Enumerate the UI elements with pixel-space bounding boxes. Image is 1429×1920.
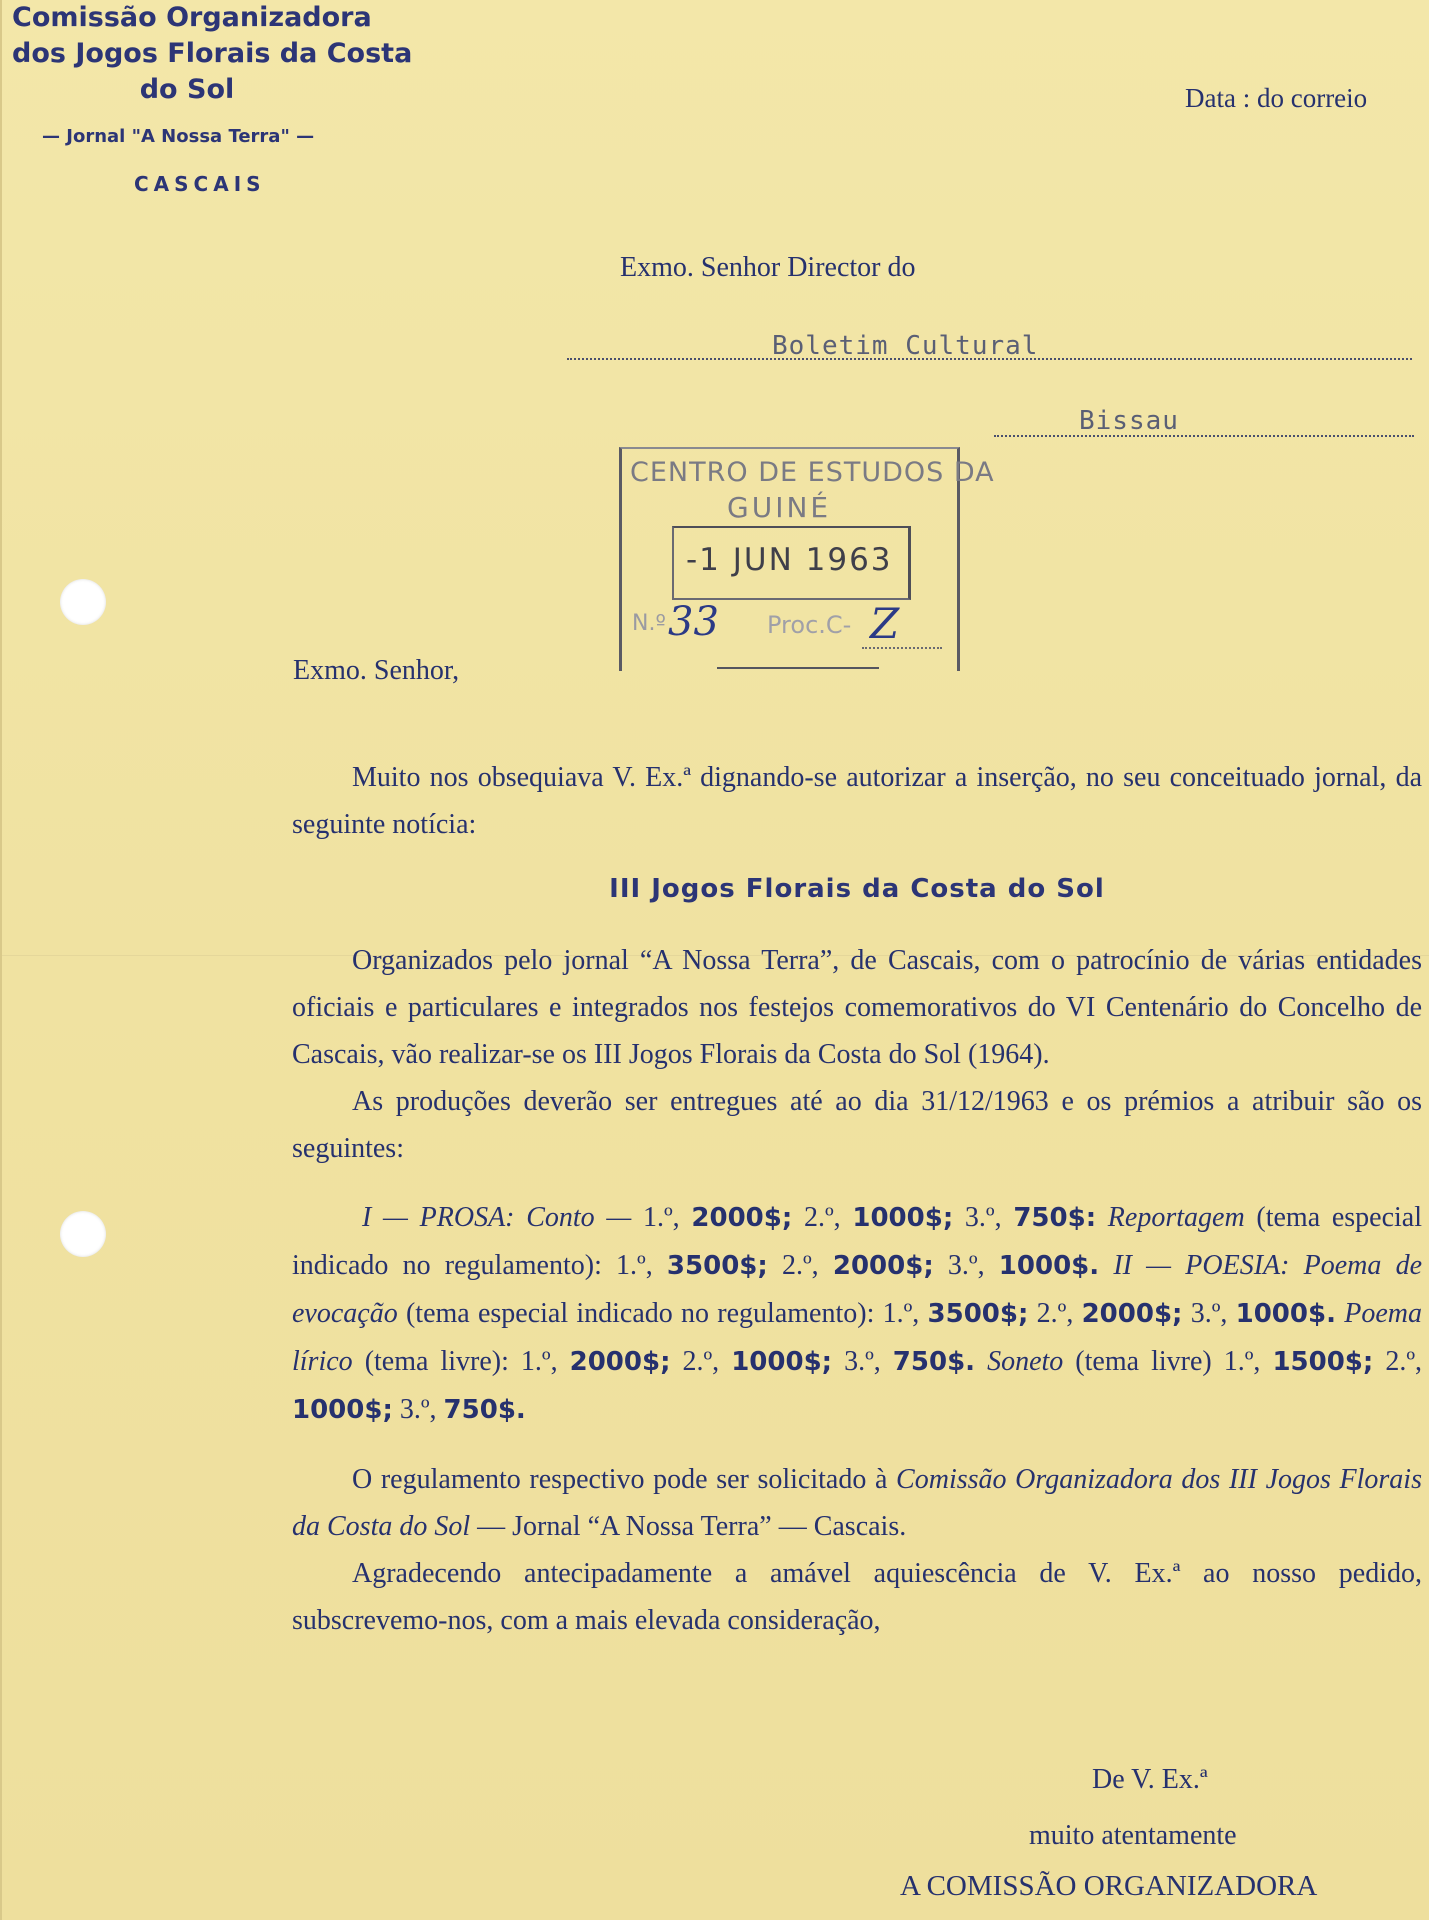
- letterhead-line-1: Comissão Organizadora: [12, 2, 372, 33]
- prize-value: 2000$;: [691, 1203, 793, 1233]
- letterhead-city: CASCAIS: [134, 172, 266, 196]
- prize-label: 3.º,: [1182, 1298, 1236, 1329]
- address-line-1: Exmo. Senhor Director do: [620, 252, 916, 283]
- prize-description: (tema livre): 1.º,: [352, 1346, 570, 1377]
- stamp-proc-handwritten: Z: [870, 599, 900, 648]
- paragraph-agradecendo: Agradecendo antecipadamente a amável aquiescência de V. Ex.ª ao nosso pedido, subscrevemo-nos, com a mais elevada consideração,: [292, 1558, 1422, 1636]
- prize-value: 750$:: [1013, 1203, 1097, 1233]
- prize-label: 2.º,: [670, 1346, 732, 1377]
- stamp-number-label: N.º: [632, 611, 666, 636]
- prize-value: 3500$;: [666, 1251, 768, 1281]
- punch-hole-lower: [60, 1211, 106, 1257]
- regulamento-commission: Comissão Organizadora dos III Jogos Florais da Costa do Sol: [292, 1464, 1422, 1542]
- prize-value: 1500$;: [1272, 1347, 1374, 1377]
- salutation: Exmo. Senhor,: [293, 655, 460, 686]
- prize-label: 2.º,: [1028, 1298, 1082, 1329]
- letterhead-journal: — Jornal "A Nossa Terra" —: [42, 126, 315, 147]
- prizes-paragraph: [292, 1194, 1422, 1434]
- closing-signature: A COMISSÃO ORGANIZADORA: [900, 1870, 1318, 1902]
- soneto-heading: Soneto: [975, 1346, 1064, 1377]
- punch-hole-upper: [60, 579, 106, 625]
- prize-value: 750$.: [892, 1347, 976, 1377]
- prize-label: 3.º,: [392, 1394, 444, 1425]
- prize-value: 750$.: [443, 1395, 526, 1425]
- prize-label: 3.º,: [832, 1346, 893, 1377]
- address-publication: Boletim Cultural: [772, 331, 1039, 361]
- prize-value: 2000$;: [832, 1251, 934, 1281]
- prize-value: 3500$;: [927, 1299, 1029, 1329]
- prize-description: (tema especial indicado no regulamento): 1.º,: [397, 1298, 928, 1329]
- intro-paragraph: Muito nos obsequiava V. Ex.ª dignando-se autorizar a inserção, no seu conceituado jornal, da seguinte notícia:: [292, 762, 1422, 840]
- prize-label: 3.º,: [953, 1202, 1014, 1233]
- stamp-date: -1 JUN 1963: [686, 542, 893, 578]
- address-location-underline: [994, 435, 1414, 437]
- prize-value: 1000$.: [998, 1251, 1100, 1281]
- notice-title: III Jogos Florais da Costa do Sol: [609, 874, 1105, 904]
- stamp-institution: CENTRO DE ESTUDOS DA: [630, 457, 995, 488]
- stamp-bottom-edge: [717, 667, 879, 669]
- prosa-heading: I — PROSA: Conto —: [362, 1202, 632, 1233]
- letterhead: [12, 0, 412, 196]
- prize-value: 2000$;: [1081, 1299, 1183, 1329]
- stamp-date-box: [672, 526, 911, 600]
- prize-value: 1000$;: [852, 1203, 954, 1233]
- closing-line-2: muito atentamente: [1029, 1820, 1237, 1851]
- prize-description: (tema livre) 1.º,: [1063, 1346, 1273, 1377]
- prize-value: 1000$;: [731, 1347, 833, 1377]
- address-location: Bissau: [1079, 406, 1179, 436]
- regulamento-address: — Jornal “A Nossa Terra” — Cascais.: [470, 1511, 907, 1542]
- poema-lirico-heading: Poema lírico: [292, 1298, 1422, 1377]
- reportagem-heading: Reportagem: [1096, 1202, 1245, 1233]
- stamp-institution-guine: GUINÉ: [727, 491, 832, 524]
- prize-label: 3.º,: [933, 1250, 999, 1281]
- prize-description: (tema especial indicado no regulamento): 1.º,: [292, 1202, 1422, 1281]
- prize-value: 1000$;: [292, 1395, 393, 1425]
- reception-stamp: [619, 447, 995, 671]
- prize-label: 2.º,: [1373, 1346, 1423, 1377]
- paragraph-producoes: As produções deverão ser entregues até ao dia 31/12/1963 e os prémios a atribuir são os seguintes:: [292, 1086, 1422, 1164]
- prize-label: 2.º,: [792, 1202, 853, 1233]
- stamp-dotted-line: [862, 647, 942, 649]
- stamp-number-handwritten: 33: [668, 599, 719, 645]
- letterhead-line-2: dos Jogos Florais da Costa: [12, 38, 413, 69]
- date-line: Data : do correio: [1185, 83, 1368, 113]
- prize-value: 1000$.: [1235, 1299, 1336, 1329]
- poesia-heading: II — POESIA: Poema de evocação: [292, 1250, 1423, 1329]
- paragraph-organizados: Organizados pelo jornal “A Nossa Terra”, de Cascais, com o patrocínio de várias entidades oficiais e particulares e integrados nos festejos comemorativos do VI Centenário do Concelho de Cascais, vão realizar-se os III Jogos Florais da Costa do Sol (1964).: [292, 945, 1422, 1070]
- stamp-proc-label: Proc.C-: [767, 611, 852, 639]
- prize-label: 1.º,: [631, 1202, 692, 1233]
- closing-line-1: De V. Ex.ª: [1092, 1764, 1208, 1795]
- prize-label: 2.º,: [767, 1250, 833, 1281]
- letter-body: [292, 754, 1422, 1644]
- paragraph-regulamento: [292, 1456, 1422, 1550]
- letterhead-line-3: do Sol: [139, 74, 235, 105]
- prize-value: 2000$;: [569, 1347, 671, 1377]
- regulamento-text: O regulamento respectivo pode ser solicitado à: [352, 1464, 897, 1495]
